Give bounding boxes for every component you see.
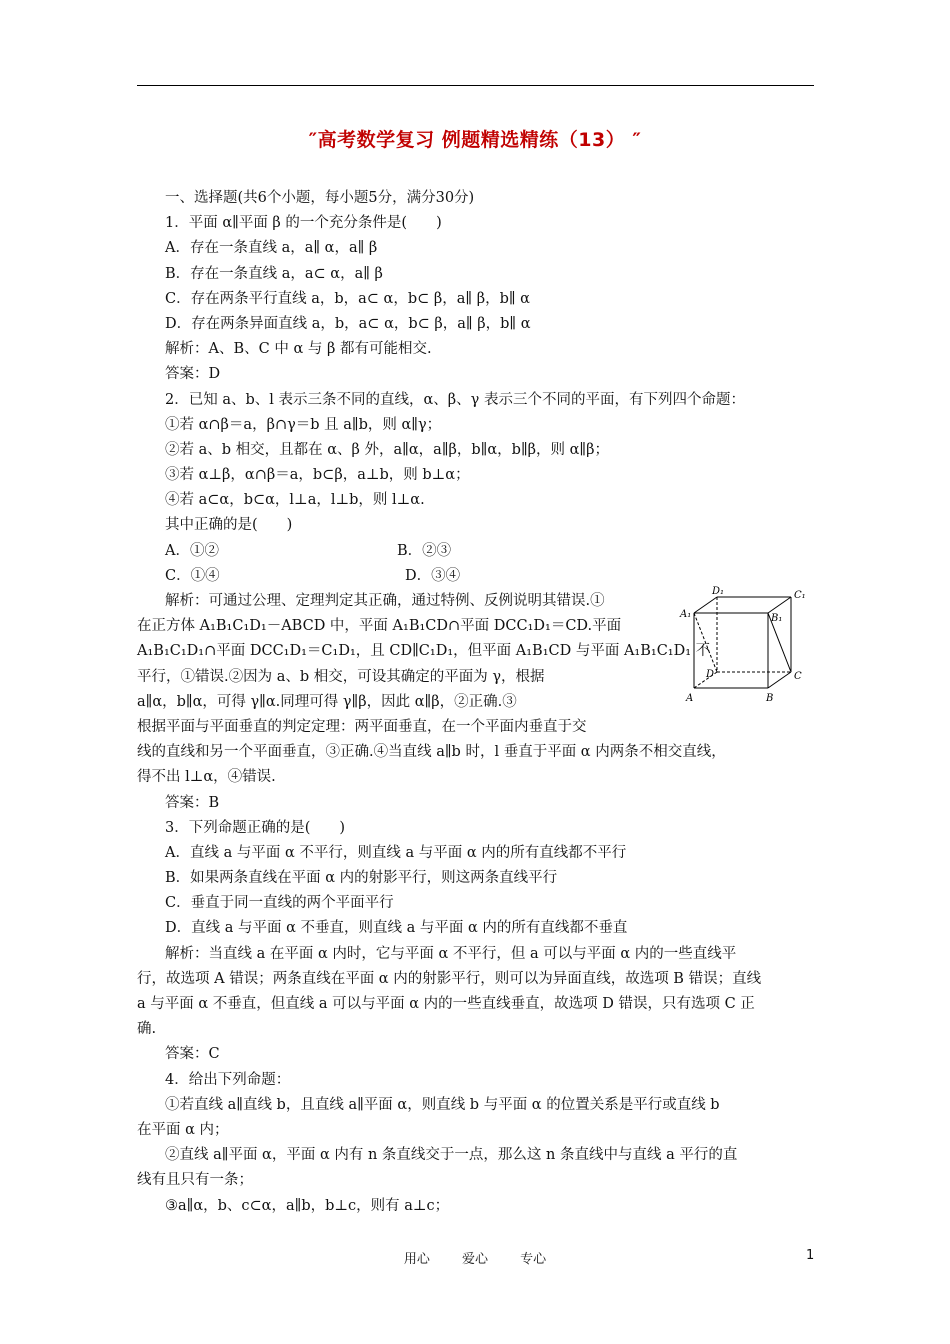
q3-option-d: D．直线 a 与平面 α 不垂直，则直线 a 与平面 α 内的所有直线都不垂直 (165, 920, 628, 937)
q3-answer: 答案：C (165, 1046, 220, 1063)
label-b1: B₁ (771, 613, 783, 624)
q2-analysis-line: 在正方体 A₁B₁C₁D₁－ABCD 中，平面 A₁B₁CD∩平面 DCC₁D₁＝CD.平面 (137, 618, 622, 635)
label-d: D (706, 669, 715, 680)
q1-option-c: C．存在两条平行直线 a，b，a⊂ α，b⊂ β，a∥ β，b∥ α (165, 290, 530, 307)
header-rule (137, 85, 814, 86)
q4-stem: 4．给出下列命题： (165, 1071, 291, 1088)
q4-line: ③a∥α，b、c⊂α，a∥b，b⊥c，则有 a⊥c； (165, 1197, 450, 1214)
label-a1: A₁ (680, 609, 692, 620)
q2-analysis-line: 线的直线和另一个平面垂直，③正确.④当直线 a∥b 时，l 垂直于平面 α 内两条不相交直线， (137, 744, 726, 761)
q2-stem: 2．已知 a、b、l 表示三条不同的直线，α、β、γ 表示三个不同的平面，有下列四个命题： (165, 391, 745, 408)
page-title: ″高考数学复习 例题精选精练（13） ″ (308, 129, 642, 151)
q2-option-d: D．③④ (405, 567, 461, 584)
q4-line: ①若直线 a∥直线 b，且直线 a∥平面 α，则直线 b 与平面 α 的位置关系是平行或直线 b (165, 1096, 720, 1113)
q1-option-b: B．存在一条直线 a，a⊂ α，a∥ β (165, 265, 383, 282)
q2-analysis-line: 得不出 l⊥α，④错误. (137, 769, 276, 786)
q1-option-d: D．存在两条异面直线 a，b，a⊂ α，b⊂ β，a∥ β，b∥ α (165, 315, 531, 332)
cube-figure (680, 586, 810, 713)
q2-option-c: C．①④ (165, 567, 220, 584)
q4-line: ②直线 a∥平面 α，平面 α 内有 n 条直线交于一点，那么这 n 条直线中与直线 a 平行的直 (165, 1147, 738, 1164)
q2-analysis-line: 根据平面与平面垂直的判定定理：两平面垂直，在一个平面内垂直于交 (137, 718, 587, 735)
q1-analysis: 解析：A、B、C 中 α 与 β 都有可能相交. (165, 341, 432, 358)
q2-analysis-line: 平行，①错误.②因为 a、b 相交，可设其确定的平面为 γ，根据 (137, 668, 545, 685)
q4-line: 在平面 α 内； (137, 1121, 229, 1138)
page-number: 1 (806, 1248, 815, 1263)
q2-prop-4: ④若 a⊂α，b⊂α，l⊥a，l⊥b，则 l⊥α. (165, 492, 425, 509)
q2-analysis-line: a∥α，b∥α，可得 γ∥α.同理可得 γ∥β，因此 α∥β，②正确.③ (137, 693, 517, 710)
q1-answer: 答案：D (165, 366, 221, 383)
q3-option-b: B．如果两条直线在平面 α 内的射影平行，则这两条直线平行 (165, 870, 558, 887)
q3-analysis-line: a 与平面 α 不垂直，但直线 a 可以与平面 α 内的一些直线垂直，故选项 D 错误，只有选项 C 正 (137, 996, 755, 1012)
q2-option-b: B．②③ (397, 542, 452, 559)
q4-line: 线有且只有一条； (137, 1172, 253, 1189)
q3-option-a: A．直线 a 与平面 α 不平行，则直线 a 与平面 α 内的所有直线都不平行 (165, 844, 627, 861)
q2-prop-1: ①若 α∩β＝a，β∩γ＝b 且 a∥b，则 α∥γ； (165, 416, 442, 433)
label-d1: D₁ (712, 586, 725, 597)
q2-analysis-line: 解析：可通过公理、定理判定其正确，通过特例、反例说明其错误.① (165, 593, 605, 609)
q3-option-c: C．垂直于同一直线的两个平面平行 (165, 895, 394, 912)
q2-question: 其中正确的是( ) (165, 517, 293, 534)
label-c1: C₁ (794, 590, 806, 601)
q2-answer: 答案：B (165, 794, 220, 811)
section-heading: 一、选择题(共6个小题，每小题5分，满分30分) (165, 190, 475, 206)
q3-analysis-line: 行，故选项 A 错误；两条直线在平面 α 内的射影平行，则可以为异面直线，故选项 B 错误；直线 (137, 970, 762, 987)
footer-word: 用心 (403, 1252, 430, 1267)
q3-stem: 3．下列命题正确的是( ) (165, 819, 346, 836)
q2-prop-3: ③若 α⊥β，α∩β＝a，b⊂β，a⊥b，则 b⊥α； (165, 467, 470, 484)
q2-options-row-1 (137, 539, 817, 564)
q2-option-a: A．①② (165, 542, 219, 559)
q3-analysis-line: 解析：当直线 a 在平面 α 内时，它与平面 α 不平行，但 a 可以与平面 α 内的一些直线平 (165, 945, 737, 962)
q1-option-a: A．存在一条直线 a，a∥ α，a∥ β (165, 240, 378, 257)
label-a: A (686, 693, 694, 704)
q1-stem: 1．平面 α∥平面 β 的一个充分条件是( ) (165, 215, 442, 232)
label-b: B (766, 693, 774, 704)
q2-prop-2: ②若 a、b 相交，且都在 α、β 外，a∥α，a∥β，b∥α，b∥β，则 α∥β； (165, 441, 610, 458)
footer-word: 爱心 (461, 1252, 488, 1267)
footer-word: 专心 (520, 1252, 547, 1267)
document-body (137, 186, 817, 1219)
q2-analysis-line: A₁B₁C₁D₁∩平面 DCC₁D₁＝C₁D₁，且 CD∥C₁D₁，但平面 A₁B₁CD 与平面 A₁B₁C₁D₁ 不 (137, 643, 711, 660)
q3-analysis-line: 确. (137, 1021, 157, 1038)
q2-analysis (137, 586, 817, 715)
label-c: C (794, 671, 802, 682)
